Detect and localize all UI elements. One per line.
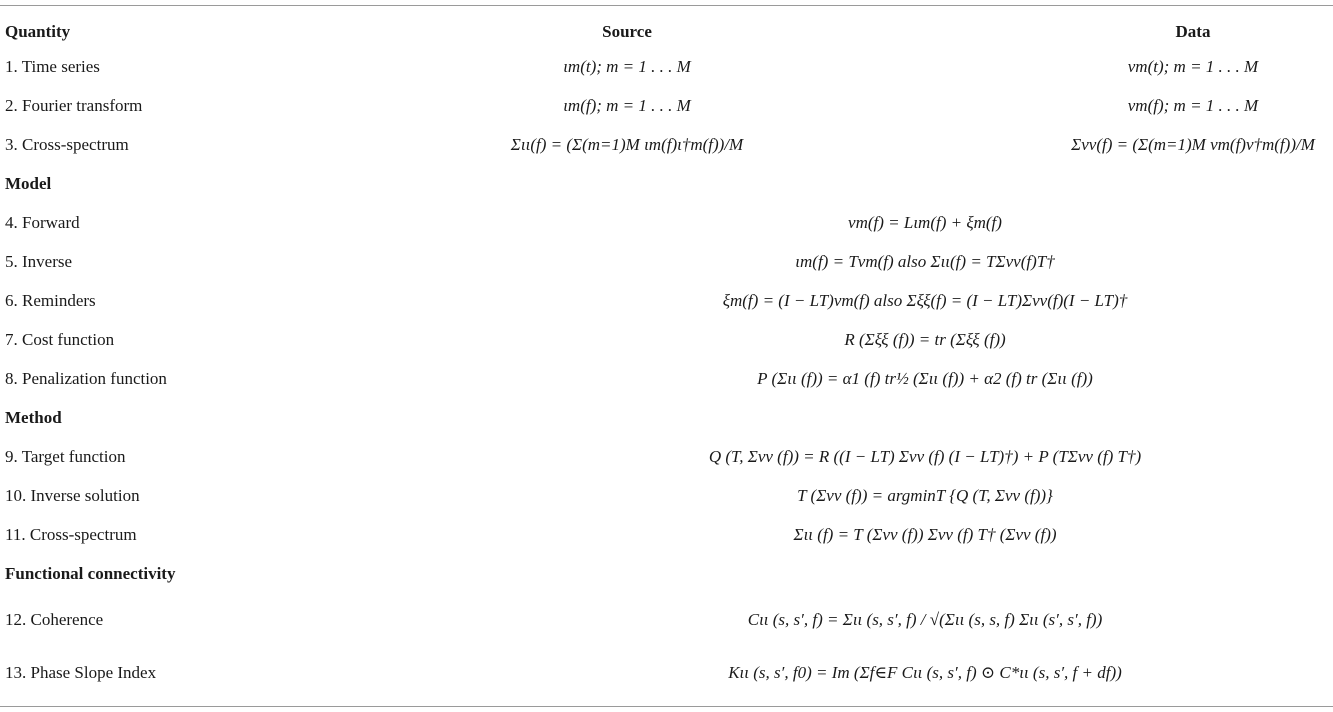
method-formula: T (Σνν (f)) = argminT {Q (T, Σνν (f))} (797, 485, 1053, 505)
table-header-row (0, 12, 1333, 51)
table-top-rule (0, 5, 1333, 6)
row-label: 12. Coherence (5, 610, 104, 629)
connectivity-formula: Kιι (s, s′, f0) = Im (Σf∈F Cιι (s, s′, f) ⊙ C*ιι (s, s′, f + df)) (728, 663, 1122, 682)
connectivity-formula: Cιι (s, s′, f) = Σιι (s, s′, f) / √(Σιι (s, s, f) Σιι (s′, s′, f)) (747, 610, 1103, 629)
section-title: Model (5, 173, 52, 193)
table-row (0, 320, 1333, 359)
data-formula: vm(t); m = 1 . . . M (1127, 56, 1259, 76)
table-row (0, 242, 1333, 281)
method-formula: Σιι (f) = T (Σνν (f)) Σνν (f) T† (Σνν (f)) (793, 524, 1057, 544)
header-quantity: Quantity (5, 21, 71, 41)
source-formula: Σιι(f) = (Σ(m=1)M ιm(f)ι†m(f))/M (510, 134, 744, 154)
row-label: 11. Cross-spectrum (5, 524, 137, 544)
row-label: 7. Cost function (5, 329, 115, 349)
table-row (0, 597, 1333, 643)
header-source: Source (602, 21, 652, 41)
model-formula: P (Σιι (f)) = α1 (f) tr½ (Σιι (f)) + α2 (f) tr (Σιι (f)) (757, 368, 1093, 388)
row-label: 10. Inverse solution (5, 485, 140, 505)
source-formula: ιm(t); m = 1 . . . M (563, 56, 691, 76)
model-formula: ξm(f) = (I − LT)νm(f) also Σξξ(f) = (I − LT)Σνν(f)(I − LT)† (722, 290, 1128, 310)
data-formula: νm(f); m = 1 . . . M (1127, 95, 1259, 115)
method-formula: Q (T, Σνν (f)) = R ((I − LT) Σνν (f) (I − LT)†) + P (TΣνν (f) T†) (708, 446, 1142, 466)
model-formula: νm(f) = Lιm(f) + ξm(f) (848, 212, 1002, 232)
table-row (0, 476, 1333, 515)
section-heading-row (0, 164, 1333, 203)
row-label: 4. Forward (5, 212, 80, 232)
row-label: 13. Phase Slope Index (5, 663, 157, 682)
model-formula: R (Σξξ (f)) = tr (Σξξ (f)) (844, 329, 1006, 349)
row-label: 5. Inverse (5, 251, 73, 271)
header-data: Data (1175, 21, 1211, 41)
source-formula: ιm(f); m = 1 . . . M (563, 95, 691, 115)
row-label: 8. Penalization function (5, 368, 167, 388)
table-row (0, 359, 1333, 398)
row-label: 3. Cross-spectrum (5, 134, 129, 154)
section-heading-row (0, 554, 1333, 593)
table-row (0, 437, 1333, 476)
table-bottom-rule (0, 706, 1333, 707)
section-heading-row (0, 398, 1333, 437)
table-row (0, 203, 1333, 242)
row-label: 1. Time series (5, 56, 100, 76)
table-row (0, 125, 1333, 164)
row-label: 9. Target function (5, 446, 126, 466)
section-title: Method (5, 407, 62, 427)
row-label: 6. Reminders (5, 290, 96, 310)
table-row (0, 652, 1333, 694)
data-formula: Σνν(f) = (Σ(m=1)M νm(f)ν†m(f))/M (1071, 134, 1315, 154)
table-row (0, 515, 1333, 554)
table-row (0, 281, 1333, 320)
table-row (0, 86, 1333, 125)
model-formula: ιm(f) = Tνm(f) also Σιι(f) = TΣνν(f)T† (795, 251, 1055, 271)
row-label: 2. Fourier transform (5, 95, 143, 115)
section-title: Functional connectivity (5, 563, 176, 583)
table-row (0, 47, 1333, 86)
